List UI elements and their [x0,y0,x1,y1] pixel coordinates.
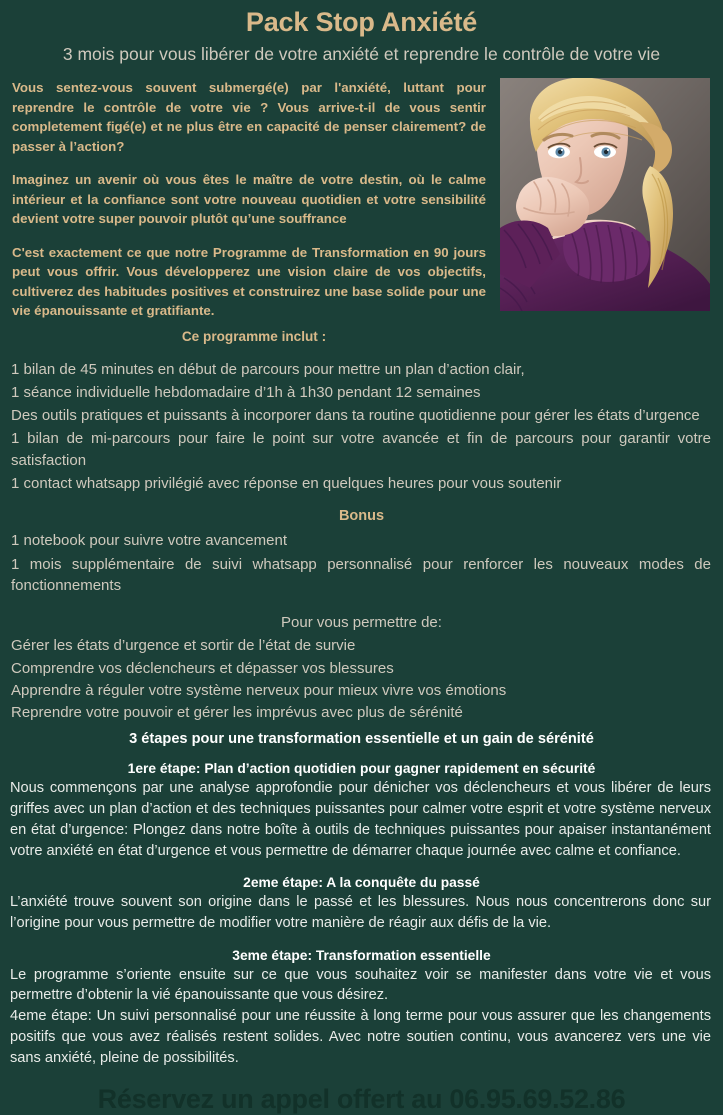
list-item: 1 mois supplémentaire de suivi whatsapp personnalisé pour renforcer les nouveaux modes de fonctionnements [11,555,711,594]
hero-paragraph-3: C'est exactement ce que notre Programme de Transformation en 90 jours peut vous offrir. Vous développerez une vision claire de vos objectifs, cultiverez des habitudes positives et construirez une base solide pour une vie épanouissante et gratifiante. [12,244,486,319]
step-3 [0,948,723,1069]
list-item: 1 bilan de 45 minutes en début de parcours pour mettre un plan d’action clair, [11,360,525,378]
step-body: L’anxiété trouve souvent son origine dans le passé et les blessures. Nous nous concentrerons donc sur l’origine pour vous permettre de modifier votre manière de réagir aux défis de la vie. [10,894,711,932]
page-title: Pack Stop Anxiété [245,7,478,37]
hero-text-block [0,78,486,321]
step-2 [0,875,723,933]
list-item: Apprendre à réguler votre système nerveux pour mieux vivre vos émotions [11,681,507,699]
list-item: 1 bilan de mi-parcours pour faire le point sur votre avancée et fin de parcours pour garantir votre satisfaction [11,430,711,469]
step-heading: 3eme étape: Transformation essentielle [232,947,491,963]
step-heading: 1ere étape: Plan d’action quotidien pour gagner rapidement en sécurité [127,761,596,777]
step-body: Nous commençons par une analyse approfondie pour dénicher vos déclencheurs et vous libérer de leurs griffes avec un plan d’action et des techniques puissantes pour calmer votre esprit et votre système nerveux en état d’urgence: Plongez dans notre boîte à outils de techniques puissantes pour apaiser instantanément votre anxiété en état d’urgence et vous permettre de démarrer chaque journée avec calme et confiance. [10,780,711,859]
list-item: 1 contact whatsapp privilégié avec réponse en quelques heures pour vous soutenir [11,475,562,493]
step-body: Le programme s’oriente ensuite sur ce que vous souhaitez voir se manifester dans votre vie et vous permettre d’obtenir la vié épanouissante que vous désirez. [10,966,711,1004]
list-item: 1 séance individuelle hebdomadaire d’1h à 1h30 pendant 12 semaines [11,383,481,401]
cta-phone-text[interactable]: Réservez un appel offert au 06.95.69.52.86 [97,1084,626,1115]
hero-paragraph-2: Imaginez un avenir où vous êtes le maître de votre destin, où le calme intérieur et la confiance sont votre nouveau quotidien et votre sensibilité devient votre super pouvoir plutôt qu’une souffrance [12,172,486,227]
list-item: Des outils pratiques et puissants à incorporer dans ta routine quotidienne pour gérer les états d’urgence [11,407,700,425]
list-item: Reprendre votre pouvoir et gérer les imprévus avec plus de sérénité [11,704,463,722]
step-heading: 2eme étape: A la conquête du passé [243,875,480,891]
includes-list [0,359,723,495]
list-item: Comprendre vos déclencheurs et dépasser vos blessures [11,659,394,677]
anxious-woman-photo [500,78,710,311]
benefits-label: Pour vous permettre de: [281,614,442,632]
bonus-heading: Bonus [338,508,385,525]
list-item: Gérer les états d’urgence et sortir de l’état de survie [11,637,356,655]
includes-heading: Ce programme inclut : [181,328,327,344]
benefits-list [0,635,723,723]
page-subtitle: 3 mois pour vous libérer de votre anxiété et reprendre le contrôle de votre vie [62,44,661,65]
step-1 [0,761,723,861]
step-4-body: 4eme étape: Un suivi personnalisé pour une réussite à long terme pour vous assurer que les changements positifs que vous avez réalisés restent solides. Avec notre soutien continu, vous avancerez vers une vie sans anxiété, pleine de possibilités. [10,1008,711,1066]
steps-title: 3 étapes pour une transformation essentielle et un gain de sérénité [129,731,594,748]
hero-section [0,78,723,346]
list-item: 1 notebook pour suivre votre avancement [11,532,287,550]
bonus-list [0,530,723,596]
hero-paragraph-1: Vous sentez-vous souvent submergé(e) par l'anxiété, luttant pour reprendre le contrôle de votre vie ? Vous arrive-t-il de vous sentir completement figé(e) et ne plus être en capacité de penser clairement? de passer à l’action? [12,80,486,154]
